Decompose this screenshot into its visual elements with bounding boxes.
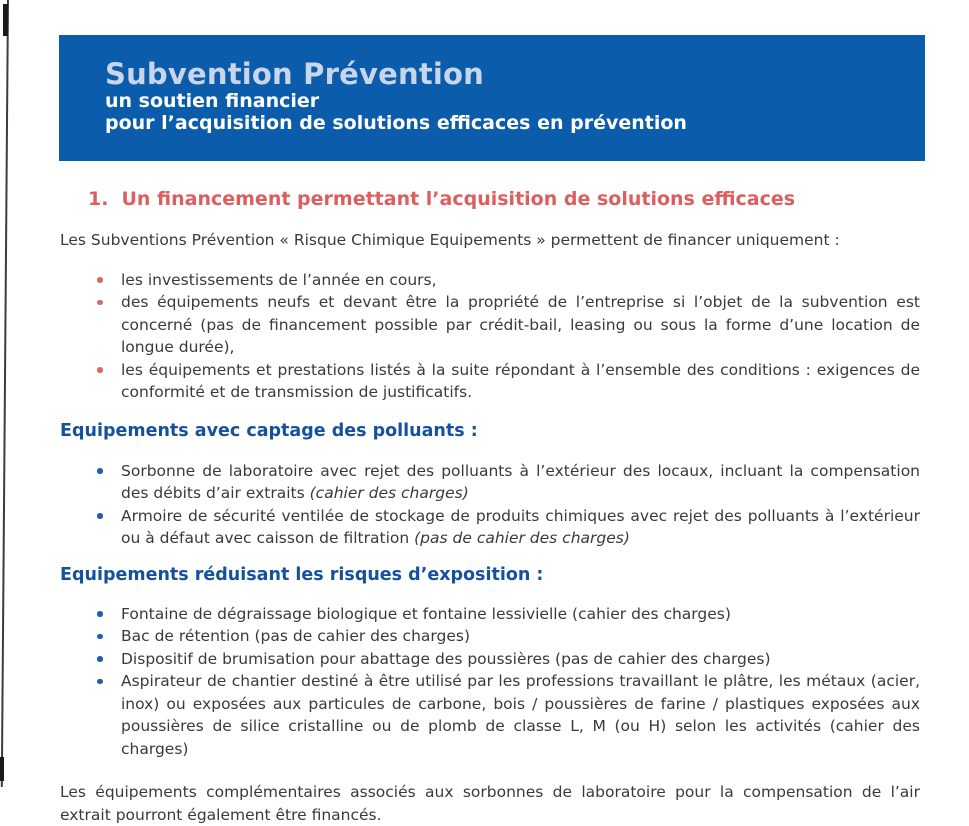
list-item-text: Sorbonne de laboratoire avec rejet des polluants à l’extérieur des locaux, incluant la compensation des débits d’air extraits <box>121 461 920 502</box>
list-item <box>96 603 920 626</box>
page-edge-line <box>1 0 9 787</box>
list-item-italic-note: (cahier des charges) <box>309 484 469 502</box>
bullet-icon <box>97 277 103 283</box>
list-item-text: les équipements et prestations listés à la suite répondant à l’ensemble des conditions : exigences de conformité et de transmission de justificatifs. <box>121 360 920 401</box>
captage-equipment-list <box>96 460 920 550</box>
document-content <box>60 161 920 826</box>
list-item <box>96 648 920 671</box>
list-item-text: des équipements neufs et devant être la propriété de l’entreprise si l’objet de la subvention est concerné (pas de financement possible par crédit-bail, leasing ou sous la forme d’une location de longue durée), <box>121 293 920 356</box>
bullet-icon <box>97 300 103 306</box>
list-item-italic-note: (pas de cahier des charges) <box>414 529 630 547</box>
list-item <box>96 359 920 404</box>
section-1-number: 1. <box>88 188 109 210</box>
banner <box>59 35 925 161</box>
bullet-icon <box>97 367 103 373</box>
banner-subtitle-line2: pour l’acquisition de solutions efficaces en prévention <box>105 111 687 134</box>
exposition-equipment-list <box>96 603 920 761</box>
page-edge-mark-top <box>3 4 8 36</box>
list-item-text: Dispositif de brumisation pour abattage des poussières (pas de cahier des charges) <box>121 649 771 668</box>
list-item-text: Fontaine de dégraissage biologique et fontaine lessivielle (cahier des charges) <box>121 604 731 623</box>
bullet-icon <box>97 513 103 519</box>
list-item-text: Armoire de sécurité ventilée de stockage de produits chimiques avec rejet des polluants à l’extérieur ou à défaut avec caisson de filtration <box>121 506 920 547</box>
list-item <box>96 460 920 505</box>
section-1-heading <box>88 187 920 211</box>
list-item <box>96 269 920 292</box>
list-item-text: Aspirateur de chantier destiné à être utilisé par les professions travaillant le plâtre, les métaux (acier, inox) ou exposées aux particules de carbone, bois / poussières de farine / plastiques exposées aux poussières de silice cristalline ou de plomb de classe L, M (ou H) selon les activités (cahier des charges) <box>121 672 920 758</box>
funding-conditions-list <box>96 269 920 404</box>
section-1-title: Un financement permettant l’acquisition de solutions efficaces <box>121 188 796 210</box>
heading-captage: Equipements avec captage des polluants : <box>60 420 478 441</box>
list-item <box>96 505 920 550</box>
closing-paragraph: Les équipements complémentaires associés aux sorbonnes de laboratoire pour la compensation de l’air extrait pourront également être financés. <box>60 783 920 824</box>
list-item <box>96 291 920 359</box>
bullet-icon <box>97 634 103 640</box>
bullet-icon <box>97 679 103 685</box>
list-item <box>96 670 920 760</box>
bullet-icon <box>97 656 103 662</box>
intro-paragraph: Les Subventions Prévention « Risque Chimique Equipements » permettent de financer uniquement : <box>60 231 840 249</box>
page-edge-mark-bottom <box>0 757 4 781</box>
list-item <box>96 625 920 648</box>
bullet-icon <box>97 468 103 474</box>
list-item-text: les investissements de l’année en cours, <box>121 270 437 289</box>
bullet-icon <box>97 611 103 617</box>
banner-title: Subvention Prévention <box>105 57 484 91</box>
heading-exposition: Equipements réduisant les risques d’exposition : <box>60 564 544 585</box>
banner-subtitle-line1: un soutien financier <box>105 90 320 112</box>
list-item-text: Bac de rétention (pas de cahier des charges) <box>121 627 470 645</box>
